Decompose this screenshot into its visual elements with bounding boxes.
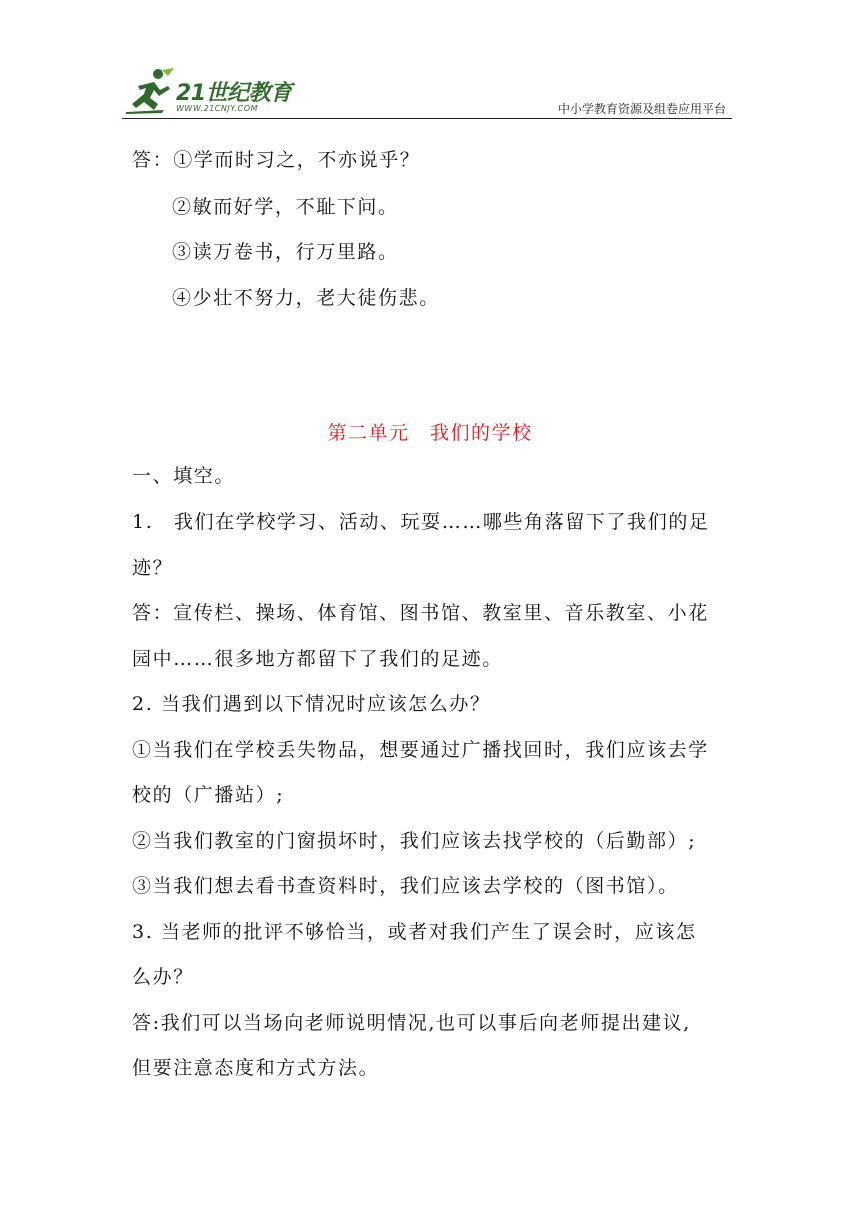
item-line: ②当我们教室的门窗损坏时，我们应该去找学校的（后勤部）; <box>132 830 697 852</box>
item-line: 校的（广播站）; <box>132 784 285 806</box>
answer-line: ③读万卷书，行万里路。 <box>172 241 399 263</box>
question-line: 2. 当我们遇到以下情况时应该怎么办？ <box>132 693 491 715</box>
platform-name: 中小学教育资源及组卷应用平台 <box>557 102 726 116</box>
question-line: 迹？ <box>132 557 174 579</box>
answer-line: 答：①学而时习之，不亦说乎？ <box>132 149 421 171</box>
answer-line: ④少壮不努力，老大徒伤悲。 <box>172 287 440 309</box>
question-line: 3. 当老师的批评不够恰当，或者对我们产生了误会时，应该怎 <box>132 921 697 943</box>
section-heading: 一、填空。 <box>132 465 236 487</box>
unit-title: 第二单元 我们的学校 <box>327 422 533 444</box>
logo-subtext: WWW.21CNJY.COM <box>176 104 258 113</box>
answer-line: 答:我们可以当场向老师说明情况,也可以事后向老师提出建议, <box>132 1012 691 1034</box>
question-line: 1. 我们在学校学习、活动、玩耍……哪些角落留下了我们的足 <box>132 511 710 533</box>
answer-line: 园中……很多地方都留下了我们的足迹。 <box>132 648 503 670</box>
logo-text: 21世纪教育 <box>176 81 292 106</box>
item-line: ③当我们想去看书查资料时，我们应该去学校的（图书馆）。 <box>132 875 679 897</box>
answer-line: 答：宣传栏、操场、体育馆、图书馆、教室里、音乐教室、小花 <box>132 602 709 624</box>
item-line: ①当我们在学校丢失物品，想要通过广播找回时，我们应该去学 <box>132 739 709 761</box>
site-logo <box>124 66 294 116</box>
question-line: 么办？ <box>132 966 194 988</box>
answer-line: 但要注意态度和方式方法。 <box>132 1057 380 1079</box>
runner-logo-icon <box>124 66 176 116</box>
answer-line: ②敏而好学，不耻下问。 <box>172 196 399 218</box>
page-header <box>122 66 732 119</box>
